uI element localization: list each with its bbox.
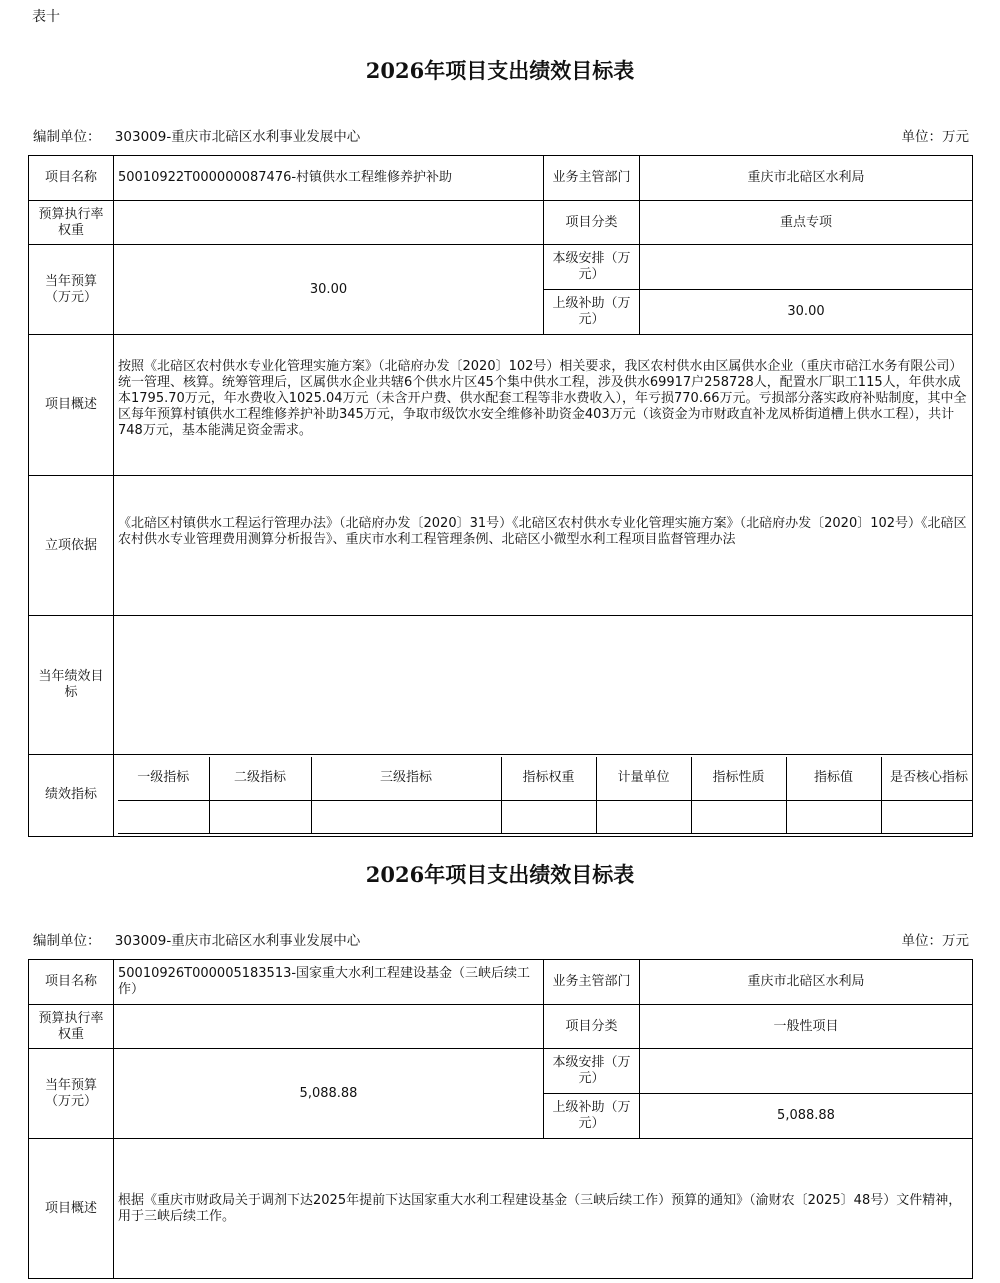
- supervisor-label: 业务主管部门: [544, 960, 640, 1005]
- form-2-title: 2026年项目支出绩效目标表: [365, 862, 635, 887]
- kpi-header-core: 是否核心指标: [881, 757, 973, 800]
- local-budget-label: 本级安排（万元）: [544, 245, 640, 290]
- category-value: 重点专项: [640, 201, 973, 245]
- kpi-header-weight: 指标权重: [501, 757, 596, 800]
- kpi-empty-cell: [209, 800, 311, 833]
- kpi-header-level3: 三级指标: [311, 757, 501, 800]
- org-label: 编制单位：: [33, 933, 101, 949]
- local-budget-value: [640, 245, 973, 290]
- form-1-org: [33, 125, 360, 145]
- overview-text: 按照《北碚区农村供水专业化管理实施方案》（北碚府办发〔2020〕102号）相关要求，我区农村供水由区属供水企业（重庆市碚江水务有限公司）统一管理、核算。统筹管理后，区属供水企业共辖6个供水片区45个集中供水工程，涉及供水69917户258728人，配置水厂职工115人，年供水成本1795.70万元，年水费收入1025.04万元（未含开户费、供水配套工程等非水费收入），年亏损770.66万元。亏损部分落实政府补贴制度，其中全区每年预算村镇供水工程维修养护补助345万元，争取市级饮水安全维修补助资金403万元（该资金为市财政直补龙凤桥街道槽上供水工程），共计748万元，基本能满足资金需求。: [114, 335, 973, 476]
- org-value: 303009-重庆市北碚区水利事业发展中心: [114, 129, 361, 145]
- form-1-title: 2026年项目支出绩效目标表: [365, 58, 635, 83]
- kpi-table: [118, 757, 973, 834]
- category-label: 项目分类: [544, 201, 640, 245]
- budget-value: 5,088.88: [114, 1049, 544, 1139]
- upper-budget-value: 5,088.88: [640, 1094, 973, 1139]
- annual-goal-text: [114, 616, 973, 755]
- budget-label: 当年预算（万元）: [29, 245, 114, 335]
- supervisor-label: 业务主管部门: [544, 156, 640, 201]
- overview-label: 项目概述: [29, 1139, 114, 1279]
- kpi-table-cell: [114, 755, 973, 837]
- org-value: 303009-重庆市北碚区水利事业发展中心: [114, 933, 361, 949]
- form-2-org: [33, 929, 360, 949]
- form-2-unit: 单位：万元: [901, 933, 969, 949]
- supervisor-value: 重庆市北碚区水利局: [640, 960, 973, 1005]
- annual-goal-label: 当年绩效目标: [29, 616, 114, 755]
- overview-text: 根据《重庆市财政局关于调剂下达2025年提前下达国家重大水利工程建设基金（三峡后续工作）预算的通知》（渝财农〔2025〕48号）文件精神，用于三峡后续工作。: [114, 1139, 973, 1279]
- project-name-label: 项目名称: [29, 960, 114, 1005]
- kpi-empty-cell: [881, 800, 973, 833]
- project-name-value: 50010922T000000087476-村镇供水工程维修养护补助: [114, 156, 544, 201]
- kpi-empty-cell: [311, 800, 501, 833]
- supervisor-value: 重庆市北碚区水利局: [640, 156, 973, 201]
- kpi-header-unit: 计量单位: [596, 757, 691, 800]
- kpi-label: 绩效指标: [29, 755, 114, 837]
- kpi-header-nature: 指标性质: [691, 757, 786, 800]
- kpi-header-level2: 二级指标: [209, 757, 311, 800]
- project-name-value: 50010926T000005183513-国家重大水利工程建设基金（三峡后续工作）: [114, 960, 544, 1005]
- kpi-empty-cell: [118, 800, 209, 833]
- form-1-unit: 单位：万元: [901, 129, 969, 145]
- kpi-empty-cell: [691, 800, 786, 833]
- category-value: 一般性项目: [640, 1005, 973, 1049]
- budget-value: 30.00: [114, 245, 544, 335]
- kpi-empty-cell: [786, 800, 881, 833]
- table-label: 表十: [32, 9, 60, 25]
- weight-value: [114, 201, 544, 245]
- upper-budget-label: 上级补助（万元）: [544, 1094, 640, 1139]
- kpi-header-level1: 一级指标: [118, 757, 209, 800]
- overview-label: 项目概述: [29, 335, 114, 476]
- local-budget-value: [640, 1049, 973, 1094]
- local-budget-label: 本级安排（万元）: [544, 1049, 640, 1094]
- basis-label: 立项依据: [29, 476, 114, 616]
- form-1-table: [28, 155, 973, 837]
- upper-budget-label: 上级补助（万元）: [544, 290, 640, 335]
- category-label: 项目分类: [544, 1005, 640, 1049]
- project-name-label: 项目名称: [29, 156, 114, 201]
- kpi-header-value: 指标值: [786, 757, 881, 800]
- basis-text: 《北碚区村镇供水工程运行管理办法》（北碚府办发〔2020〕31号）《北碚区农村供水专业化管理实施方案》（北碚府办发〔2020〕102号）《北碚区农村供水专业管理费用测算分析报告》、重庆市水利工程管理条例、北碚区小微型水利工程项目监督管理办法: [114, 476, 973, 616]
- weight-label: 预算执行率权重: [29, 1005, 114, 1049]
- kpi-empty-cell: [596, 800, 691, 833]
- form-2-table: [28, 959, 973, 1279]
- weight-label: 预算执行率权重: [29, 201, 114, 245]
- budget-label: 当年预算（万元）: [29, 1049, 114, 1139]
- org-label: 编制单位：: [33, 129, 101, 145]
- weight-value: [114, 1005, 544, 1049]
- upper-budget-value: 30.00: [640, 290, 973, 335]
- kpi-empty-cell: [501, 800, 596, 833]
